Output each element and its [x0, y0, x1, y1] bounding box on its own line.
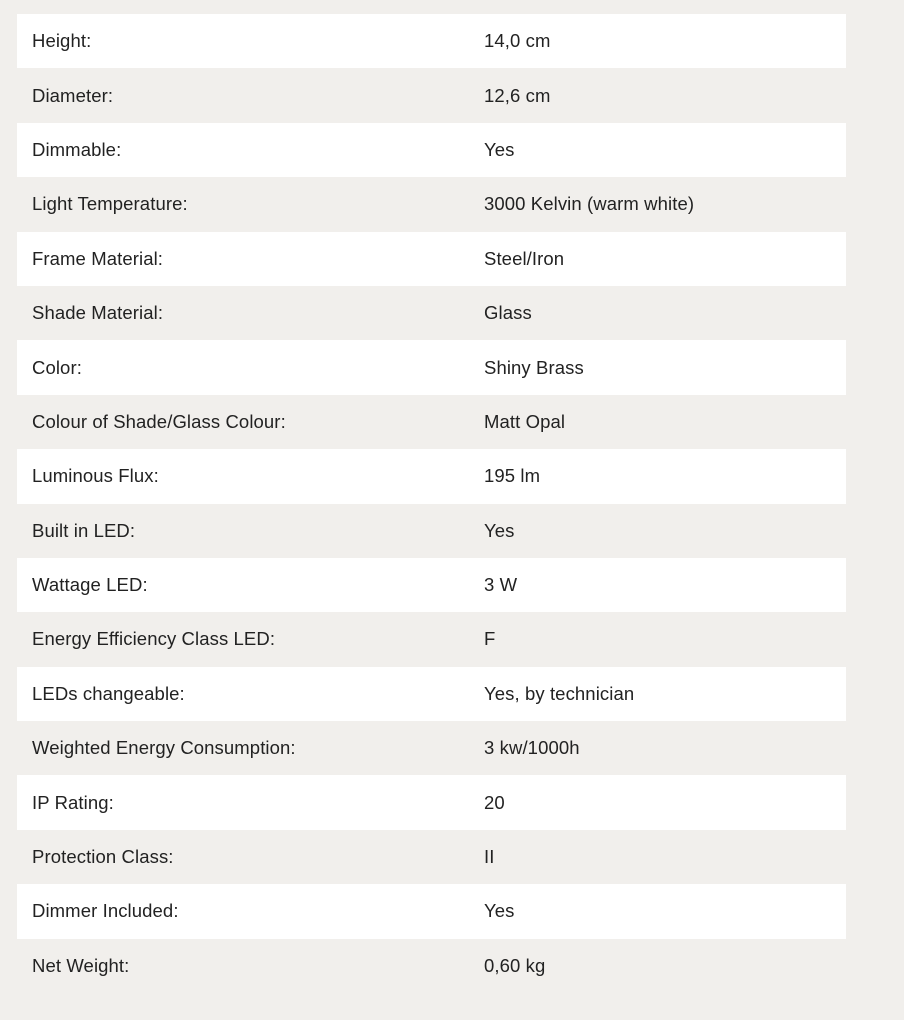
spec-row-light-temperature [17, 177, 846, 231]
spec-value: Yes [484, 900, 515, 922]
spec-value: 3 kw/1000h [484, 737, 580, 759]
spec-row-weighted-energy-consumption [17, 721, 846, 775]
spec-value: 0,60 kg [484, 954, 546, 976]
spec-value: 20 [484, 791, 505, 813]
spec-value: Glass [484, 302, 532, 324]
spec-label: Color: [32, 356, 82, 378]
spec-label: Height: [32, 30, 92, 52]
spec-value: 195 lm [484, 465, 541, 487]
spec-label: IP Rating: [32, 791, 114, 813]
spec-value: 3 W [484, 574, 518, 596]
spec-row-energy-efficiency-class [17, 612, 846, 666]
spec-label: Weighted Energy Consumption: [32, 737, 296, 759]
spec-label: Colour of Shade/Glass Colour: [32, 410, 286, 432]
spec-label: Dimmable: [32, 138, 122, 160]
spec-label: Built in LED: [32, 519, 136, 541]
spec-label: Luminous Flux: [32, 465, 159, 487]
spec-value: II [484, 846, 495, 868]
spec-row-net-weight [17, 939, 846, 993]
spec-label: Protection Class: [32, 846, 174, 868]
spec-row-built-in-led [17, 504, 846, 558]
spec-value: Steel/Iron [484, 247, 565, 269]
spec-row-dimmer-included [17, 884, 846, 938]
spec-row-luminous-flux [17, 449, 846, 503]
spec-label: Dimmer Included: [32, 900, 179, 922]
spec-value: Matt Opal [484, 410, 566, 432]
spec-row-height [17, 14, 846, 68]
spec-value: Yes, by technician [484, 682, 635, 704]
spec-value: F [484, 628, 496, 650]
spec-value: Yes [484, 519, 515, 541]
spec-label: Wattage LED: [32, 574, 148, 596]
spec-label: Energy Efficiency Class LED: [32, 628, 276, 650]
spec-label: Frame Material: [32, 247, 164, 269]
spec-label: Shade Material: [32, 302, 164, 324]
spec-value: 12,6 cm [484, 84, 551, 106]
spec-label: LEDs changeable: [32, 682, 185, 704]
spec-value: Yes [484, 138, 515, 160]
spec-row-shade-colour [17, 395, 846, 449]
spec-label: Net Weight: [32, 954, 130, 976]
spec-row-diameter [17, 68, 846, 122]
product-specifications-table [17, 14, 846, 993]
spec-value: Shiny Brass [484, 356, 584, 378]
spec-row-frame-material [17, 232, 846, 286]
spec-label: Diameter: [32, 84, 114, 106]
spec-row-shade-material [17, 286, 846, 340]
spec-row-wattage-led [17, 558, 846, 612]
spec-row-ip-rating [17, 775, 846, 829]
spec-value: 14,0 cm [484, 30, 551, 52]
spec-row-color [17, 340, 846, 394]
spec-value: 3000 Kelvin (warm white) [484, 193, 695, 215]
spec-label: Light Temperature: [32, 193, 188, 215]
spec-row-dimmable [17, 123, 846, 177]
spec-row-leds-changeable [17, 667, 846, 721]
spec-row-protection-class [17, 830, 846, 884]
